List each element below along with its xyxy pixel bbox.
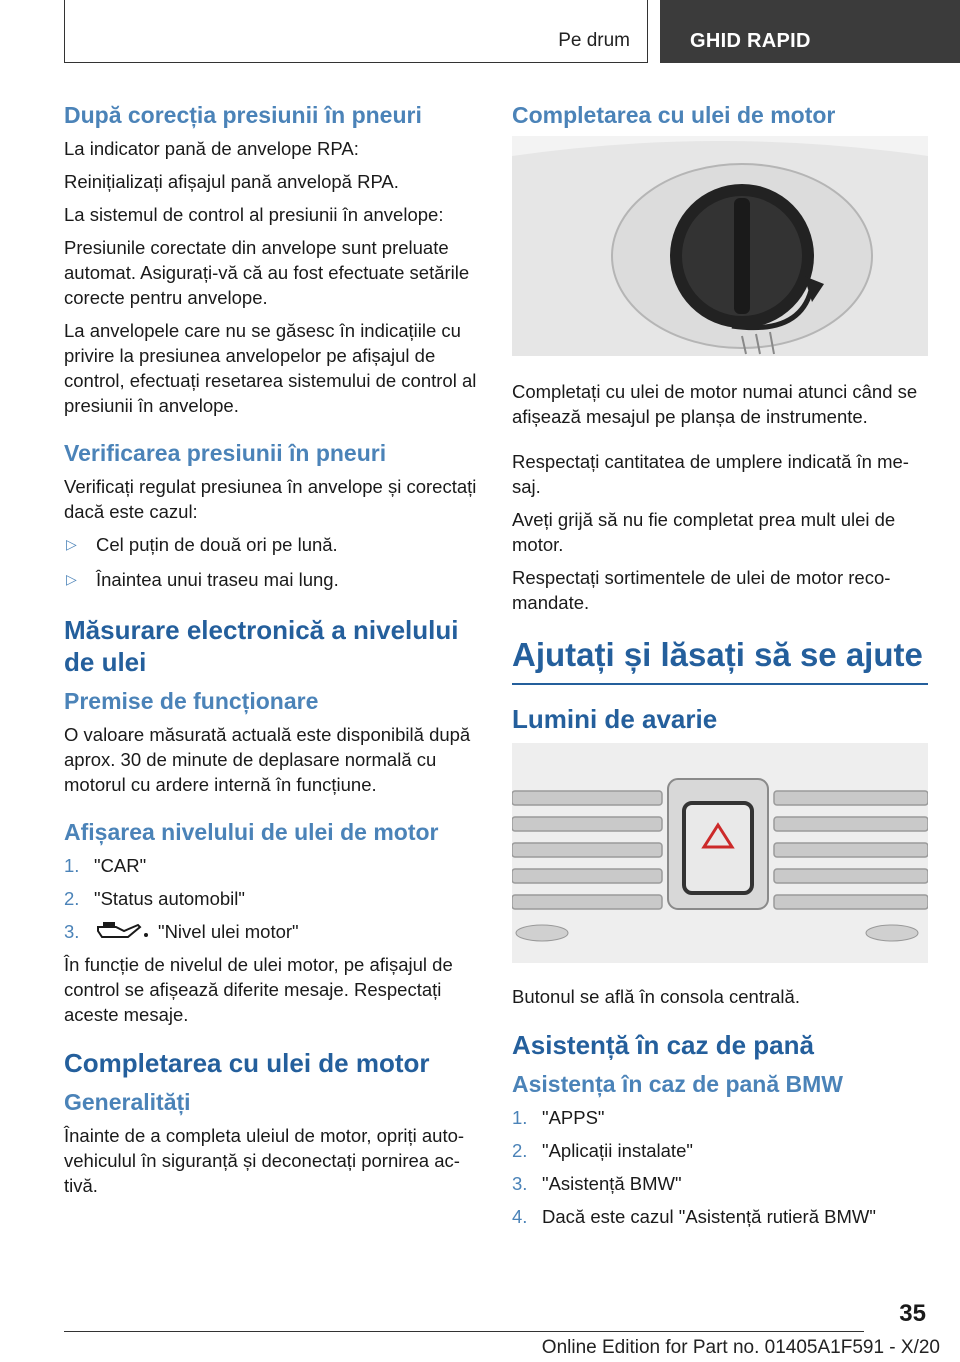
oil-filler-cap-image [512, 136, 928, 356]
paragraph: Presiunile corectate din anvelope sunt preluate automat. Asigurați-vă că au fost efectuate setările corecte pentru anvelope. [64, 237, 470, 308]
paragraph: Aveți grijă să nu fie completat prea mult ulei de motor. [512, 509, 896, 555]
chapter-heading: Ajutați și lăsați să se ajute [512, 635, 928, 685]
paragraph: La indicator pană de anvelope RPA: [64, 138, 359, 159]
list-item: 2. "Aplicații instalate" [512, 1140, 693, 1161]
list-item: 3. "Nivel ulei motor" [64, 921, 299, 942]
section-title: Asistența în caz de pană BMW [512, 1071, 844, 1097]
list-item: ▷ Cel puțin de două ori pe lună. [66, 534, 338, 555]
list-item: 3. "Asistență BMW" [512, 1173, 682, 1194]
bullet-icon: ▷ [66, 536, 77, 552]
section-title: Premise de funcționare [64, 688, 319, 714]
section-heading: Completarea cu ulei de motor [64, 1048, 430, 1078]
hazard-lights-button-image [512, 743, 928, 963]
header-tab [660, 0, 960, 63]
paragraph: Reinițializați afișajul pană anvelopă RPA. [64, 171, 399, 192]
oil-can-icon [94, 919, 150, 941]
bullet-icon: ▷ [66, 571, 77, 587]
paragraph: La sistemul de control al presiunii în anvelope: [64, 204, 444, 225]
paragraph: În funcție de nivelul de ulei motor, pe afișajul de control se afișează diferite mesaje. Respectați aceste mesaje. [64, 954, 453, 1025]
list-item: 1. "APPS" [512, 1107, 605, 1128]
section-heading: Asistență în caz de pană [512, 1030, 814, 1060]
section-title: După corecția presiunii în pneuri [64, 102, 422, 128]
left-column [64, 100, 480, 1206]
section-heading: Lumini de avarie [512, 704, 718, 734]
page-number: 35 [899, 1300, 926, 1327]
paragraph: O valoare măsurată actuală este disponibilă după aprox. 30 de minute de deplasare normală cu motorul cu ardere internă în funcțiune. [64, 724, 471, 795]
list-item: 1. "CAR" [64, 855, 147, 876]
paragraph: Înainte de a completa uleiul de motor, opriți autovehiculul în siguranță și deconectați pornirea activă. [64, 1125, 465, 1196]
section-heading: Măsurare electronică a nivelului de ulei [64, 615, 459, 677]
paragraph: Butonul se află în consola centrală. [512, 986, 800, 1007]
paragraph: La anvelopele care nu se găsesc în indicațiile cu privire la presiunea anvelopelor pe afișajul de control, efectuați resetarea sistemului de control al presiunii în anvelope. [64, 320, 477, 416]
paragraph: Respectați cantitatea de umplere indicată în mesaj. [512, 451, 909, 497]
paragraph: Verificați regulat presiunea în anvelope și corectați dacă este cazul: [64, 476, 477, 522]
edition-footer: Online Edition for Part no. 01405A1F591 - X/20 [541, 1337, 940, 1358]
footer-divider [64, 1331, 864, 1332]
section-title: Generalități [64, 1089, 191, 1115]
header-section: Pe drum [558, 30, 630, 51]
right-column [512, 100, 928, 1237]
list-item: 2. "Status automobil" [64, 888, 245, 909]
section-title: Verificarea presiunii în pneuri [64, 440, 387, 466]
paragraph: Completați cu ulei de motor numai atunci când se afișează mesajul pe planșa de instrumente. [512, 381, 918, 427]
list-item: 4. Dacă este cazul "Asistență rutieră BMW" [512, 1206, 876, 1227]
list-item: ▷ Înaintea unui traseu mai lung. [66, 569, 339, 590]
header-tab-label: GHID RAPID [690, 30, 811, 52]
paragraph: Respectați sortimentele de ulei de motor recomandate. [512, 567, 891, 613]
section-title: Completarea cu ulei de motor [512, 102, 836, 128]
section-title: Afișarea nivelului de ulei de motor [64, 819, 439, 845]
